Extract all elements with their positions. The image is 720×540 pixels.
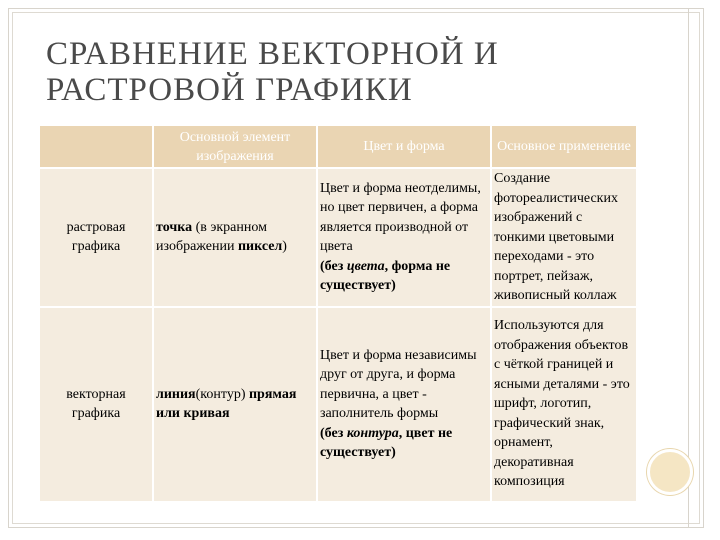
row-label-vector: векторная графика <box>40 308 152 501</box>
row-label-raster: растровая графика <box>40 169 152 306</box>
cell-element-vector <box>154 308 316 501</box>
text: (контур) <box>195 386 249 402</box>
text-bold: (без цвета, форма не существует) <box>320 258 451 294</box>
comparison-table <box>38 124 638 503</box>
cell-element-raster <box>154 169 316 306</box>
cell-application-raster: Создание фотореалистических изображений с тонкими цветовыми переходами - это портрет, пейзаж, живописный коллаж <box>492 169 636 306</box>
table-row <box>40 169 636 306</box>
slide-title-line-1: СРАВНЕНИЕ ВЕКТОРНОЙ И <box>46 36 499 72</box>
text: ) <box>282 239 287 255</box>
text-bold: линия <box>156 386 196 402</box>
table-row <box>40 308 636 501</box>
slide-frame-right-band <box>688 8 704 528</box>
header-cell-color-form: Цвет и форма <box>318 126 490 167</box>
cell-color-form-vector <box>318 308 490 501</box>
text: Цвет и форма независимы друг от друга, и форма первична, а цвет - заполнитель формы <box>320 347 477 421</box>
text-bold: пиксел <box>237 239 283 255</box>
text-bold: прямая или кривая <box>156 386 297 421</box>
decorative-circle <box>647 449 693 495</box>
header-cell-empty <box>40 126 152 167</box>
text: (в экранном изображении <box>156 219 267 255</box>
slide-title <box>46 36 646 108</box>
cell-application-vector: Используются для отображения объектов с чёткой границей и ясными деталями - это шрифт, логотип, графический знак, орнамент, декоративная композиция <box>492 308 636 501</box>
text-bold: (без контура, цвет не существует) <box>320 425 453 460</box>
header-cell-element: Основной элемент изображения <box>154 126 316 167</box>
table-header-row <box>40 126 636 167</box>
header-cell-application: Основное применение <box>492 126 636 167</box>
slide-title-line-2: РАСТРОВОЙ ГРАФИКИ <box>46 72 413 108</box>
text-bold: точка <box>156 219 193 235</box>
text: Цвет и форма неотделимы, но цвет первичен, а форма является производной от цвета <box>320 180 481 255</box>
cell-color-form-raster <box>318 169 490 306</box>
